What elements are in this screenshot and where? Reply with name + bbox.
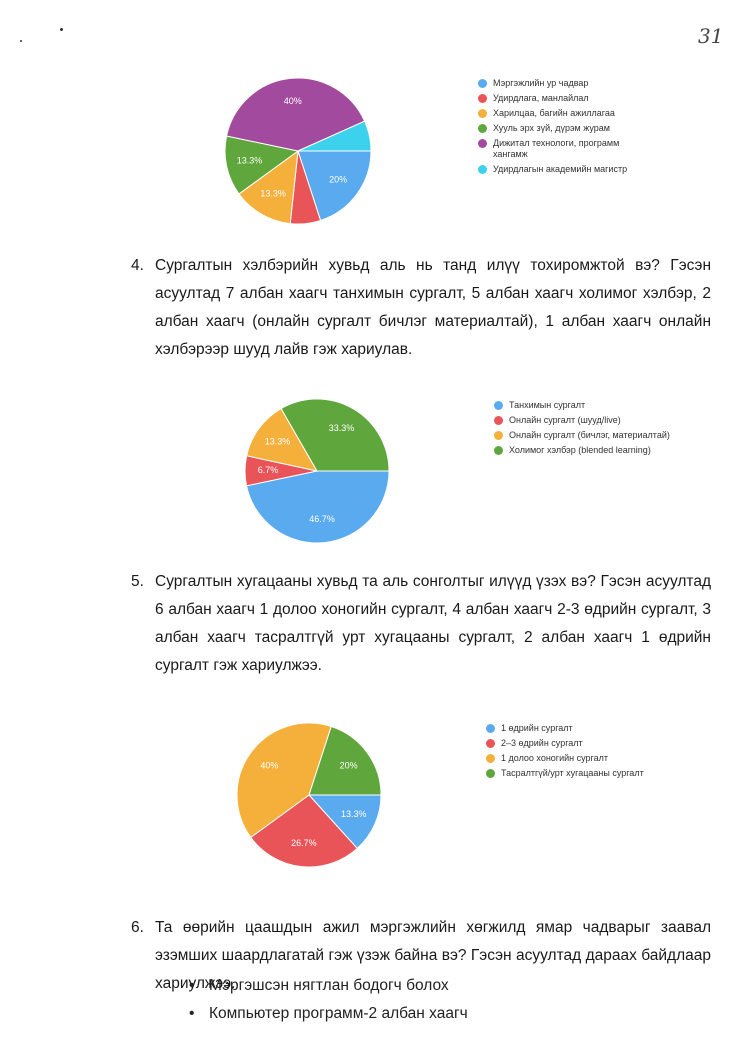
legend-item	[486, 738, 686, 749]
pie-chart-competencies	[224, 77, 372, 225]
pie-slice-label: 33.3%	[328, 423, 355, 434]
pie-slice-label: 20%	[329, 174, 348, 185]
pie-slice-label: 20%	[339, 760, 358, 771]
pie-slice-label: 13.3%	[236, 155, 263, 166]
pie-slice-label: 40%	[283, 96, 302, 107]
legend-label: Хууль эрх зүй, дүрэм журам	[493, 123, 610, 133]
page-number: 31	[698, 24, 724, 48]
question-5	[131, 568, 711, 680]
scan-speck	[60, 28, 63, 31]
legend-swatch	[494, 446, 503, 455]
legend-swatch	[478, 124, 487, 133]
list-item: • Компьютер программ-2 албан хаагч	[185, 1000, 468, 1028]
question-text: Сургалтын хэлбэрийн хувьд аль нь танд илүү тохиромжтой вэ? Гэсэн асуултад 7 албан хаагч танхимын сургалт, 5 албан хаагч холимог хэлбэр, 2 албан хаагч (онлайн сургалт бичлэг материалтай), 1 албан хаагч онлайн хэлбэрээр шууд лайв гэж хариулав.	[155, 257, 711, 358]
legend-label: Холимог хэлбэр (blended learning)	[509, 445, 651, 455]
legend-swatch	[494, 431, 503, 440]
legend-swatch	[486, 739, 495, 748]
legend-label: Тасралтгүй/урт хугацааны сургалт	[501, 768, 644, 778]
legend-swatch	[478, 109, 487, 118]
legend-label: Онлайн сургалт (бичлэг, материалтай)	[509, 430, 670, 440]
legend-label: Онлайн сургалт (шууд/live)	[509, 415, 621, 425]
pie-slice-label: 13.3%	[260, 188, 286, 199]
pie-slice-label: 40%	[260, 760, 279, 771]
pie-slice-label: 26.7%	[291, 838, 317, 849]
legend-item	[486, 723, 686, 734]
legend-item	[486, 753, 686, 764]
legend-label: 2–3 өдрийн сургалт	[501, 738, 583, 748]
legend-swatch	[494, 416, 503, 425]
legend-label: Удирдлагын академийн магистр	[493, 164, 628, 174]
answer-list	[185, 972, 468, 1028]
legend-swatch	[486, 724, 495, 733]
legend-swatch	[478, 79, 487, 88]
legend-swatch	[486, 769, 495, 778]
legend-item	[478, 164, 653, 175]
legend-swatch	[478, 165, 487, 174]
legend-item	[478, 138, 653, 160]
question-text: Сургалтын хугацааны хувьд та аль сонголтыг илүүд үзэх вэ? Гэсэн асуултад 6 албан хаагч 1 долоо хоногийн сургалт, 4 албан хаагч 2-3 өдрийн сургалт, 3 албан хаагч тасралтгүй урт хугацааны сургалт, 2 албан хаагч 1 өдрийн сургалт гэж хариулжээ.	[155, 573, 711, 674]
pie-slice-label: 13.3%	[340, 809, 367, 820]
legend-label: Дижитал технологи, программ хангамж	[493, 138, 620, 159]
legend-item	[494, 400, 694, 411]
legend-item	[478, 108, 653, 119]
legend-swatch	[494, 401, 503, 410]
legend-label: 1 долоо хоногийн сургалт	[501, 753, 608, 763]
legend-label: Танхимын сургалт	[509, 400, 586, 410]
legend-item	[494, 445, 694, 456]
pie-chart-training-format	[244, 398, 390, 544]
question-number: 6.	[131, 919, 144, 936]
scan-speck	[20, 40, 22, 42]
question-number: 4.	[131, 257, 144, 274]
list-item: • Мэргэшсэн нягтлан бодогч болох	[185, 972, 468, 1000]
legend-competencies	[478, 78, 653, 179]
legend-label: Мэргэжлийн ур чадвар	[493, 78, 589, 88]
legend-swatch	[486, 754, 495, 763]
legend-label: 1 өдрийн сургалт	[501, 723, 573, 733]
legend-item	[494, 430, 694, 441]
legend-label: Харилцаа, багийн ажиллагаа	[493, 108, 615, 118]
legend-item	[486, 768, 686, 779]
legend-item	[478, 123, 653, 134]
pie-slice-label: 6.7%	[257, 465, 279, 476]
pie-slice-label: 13.3%	[264, 436, 291, 447]
legend-item	[478, 93, 653, 104]
legend-item	[478, 78, 653, 89]
legend-training-format	[494, 400, 694, 460]
legend-swatch	[478, 139, 487, 148]
question-number: 5.	[131, 573, 144, 590]
pie-slice-label: 46.7%	[309, 514, 335, 525]
legend-item	[494, 415, 694, 426]
legend-label: Удирдлага, манлайлал	[493, 93, 589, 103]
question-4	[131, 252, 711, 364]
question-text: Та өөрийн цаашдын ажил мэргэжлийн хөгжилд ямар чадварыг заавал эзэмших шаардлагатай гэж үзэж байна вэ? Гэсэн асуултад дараах байдлаар хариулжээ.	[155, 919, 711, 992]
pie-chart-training-duration	[236, 722, 382, 868]
legend-training-duration	[486, 723, 686, 783]
legend-swatch	[478, 94, 487, 103]
